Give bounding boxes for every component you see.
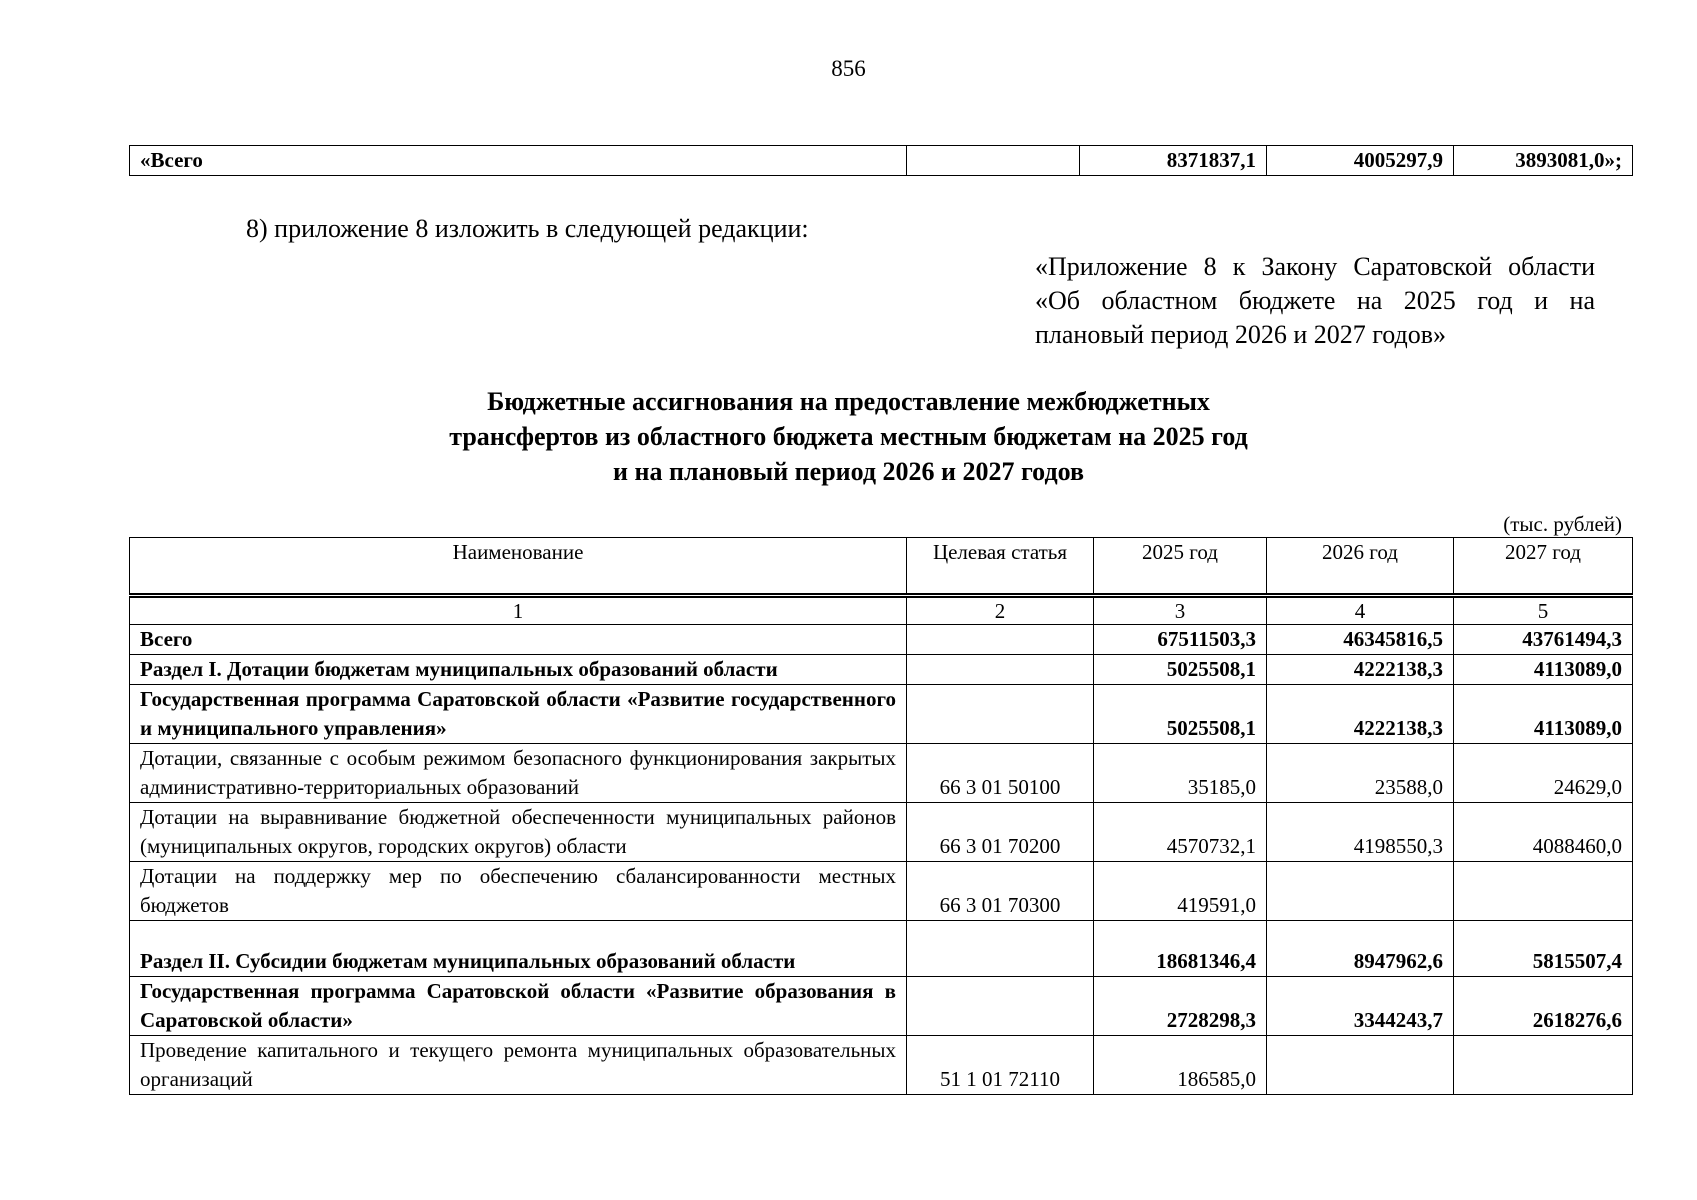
column-number: 5 [1454, 596, 1633, 625]
row-value-2027 [1454, 862, 1633, 921]
table-row [130, 744, 1633, 803]
row-code [907, 977, 1094, 1036]
row-value-2026 [1267, 1036, 1454, 1095]
row-code [907, 655, 1094, 685]
table-row [130, 862, 1633, 921]
row-value-2026: 3344243,7 [1267, 977, 1454, 1036]
value-2027: 3893081,0»; [1454, 146, 1633, 176]
row-value-2027: 43761494,3 [1454, 625, 1633, 655]
title-line: Бюджетные ассигнования на предоставление межбюджетных [487, 387, 1210, 416]
title-line: и на плановый период 2026 и 2027 годов [613, 457, 1084, 486]
header-row [130, 538, 1633, 596]
row-value-2025: 5025508,1 [1094, 685, 1267, 744]
row-code: 66 3 01 70300 [907, 862, 1094, 921]
row-value-2026: 23588,0 [1267, 744, 1454, 803]
row-value-2026: 46345816,5 [1267, 625, 1454, 655]
column-number: 4 [1267, 596, 1454, 625]
row-value-2025: 67511503,3 [1094, 625, 1267, 655]
row-value-2026: 8947962,6 [1267, 921, 1454, 977]
row-value-2025: 186585,0 [1094, 1036, 1267, 1095]
header-2026: 2026 год [1267, 538, 1454, 596]
table-row [130, 625, 1633, 655]
column-number: 3 [1094, 596, 1267, 625]
table-row [130, 655, 1633, 685]
header-code: Целевая статья [907, 538, 1094, 596]
row-value-2026: 4222138,3 [1267, 655, 1454, 685]
row-code: 66 3 01 50100 [907, 744, 1094, 803]
row-value-2027: 2618276,6 [1454, 977, 1633, 1036]
table-row [130, 146, 1633, 176]
total-label: «Всего [130, 146, 907, 176]
value-2025: 8371837,1 [1080, 146, 1267, 176]
page-number: 856 [831, 56, 866, 81]
row-name: Проведение капитального и текущего ремонта муниципальных образовательных организаций [130, 1036, 907, 1095]
column-number-row [130, 596, 1633, 625]
row-name: Всего [130, 625, 907, 655]
row-value-2025: 2728298,3 [1094, 977, 1267, 1036]
table-row [130, 1036, 1633, 1095]
row-value-2027 [1454, 1036, 1633, 1095]
row-value-2025: 35185,0 [1094, 744, 1267, 803]
header-2027: 2027 год [1454, 538, 1633, 596]
row-name: Дотации на поддержку мер по обеспечению сбалансированности местных бюджетов [130, 862, 907, 921]
row-value-2025: 5025508,1 [1094, 655, 1267, 685]
table-row [130, 921, 1633, 977]
row-value-2025: 4570732,1 [1094, 803, 1267, 862]
value-2026: 4005297,9 [1267, 146, 1454, 176]
row-value-2025: 419591,0 [1094, 862, 1267, 921]
row-name: Дотации на выравнивание бюджетной обеспеченности муниципальных районов (муниципальных округов, городских округов) области [130, 803, 907, 862]
row-code [907, 685, 1094, 744]
row-value-2027: 5815507,4 [1454, 921, 1633, 977]
row-value-2027: 24629,0 [1454, 744, 1633, 803]
unit-label: (тыс. рублей) [1503, 512, 1622, 536]
row-name: Дотации, связанные с особым режимом безопасного функционирования закрытых административно-территориальных образований [130, 744, 907, 803]
budget-table [129, 537, 1633, 1095]
header-2025: 2025 год [1094, 538, 1267, 596]
column-number: 2 [907, 596, 1094, 625]
table-row [130, 977, 1633, 1036]
row-value-2026: 4198550,3 [1267, 803, 1454, 862]
row-name: Государственная программа Саратовской области «Развитие образования в Саратовской области» [130, 977, 907, 1036]
previous-table-total [129, 145, 1633, 176]
row-name: Государственная программа Саратовской области «Развитие государственного и муниципального управления» [130, 685, 907, 744]
column-number: 1 [130, 596, 907, 625]
row-name: Раздел I. Дотации бюджетам муниципальных образований области [130, 655, 907, 685]
row-code: 51 1 01 72110 [907, 1036, 1094, 1095]
document-title [0, 384, 1697, 489]
row-value-2025: 18681346,4 [1094, 921, 1267, 977]
appendix-note: «Приложение 8 к Закону Саратовской области «Об областном бюджете на 2025 год и на плановый период 2026 и 2027 годов» [1035, 252, 1595, 349]
row-value-2026 [1267, 862, 1454, 921]
row-value-2027: 4113089,0 [1454, 685, 1633, 744]
row-value-2027: 4088460,0 [1454, 803, 1633, 862]
row-value-2027: 4113089,0 [1454, 655, 1633, 685]
row-value-2026: 4222138,3 [1267, 685, 1454, 744]
table-row [130, 803, 1633, 862]
table-row [130, 685, 1633, 744]
header-name: Наименование [130, 538, 907, 596]
title-line: трансфертов из областного бюджета местным бюджетам на 2025 год [449, 422, 1248, 451]
instruction-text: 8) приложение 8 изложить в следующей редакции: [246, 214, 809, 243]
row-name: Раздел II. Субсидии бюджетам муниципальных образований области [130, 921, 907, 977]
code-cell [907, 146, 1080, 176]
row-code: 66 3 01 70200 [907, 803, 1094, 862]
row-code [907, 625, 1094, 655]
row-code [907, 921, 1094, 977]
